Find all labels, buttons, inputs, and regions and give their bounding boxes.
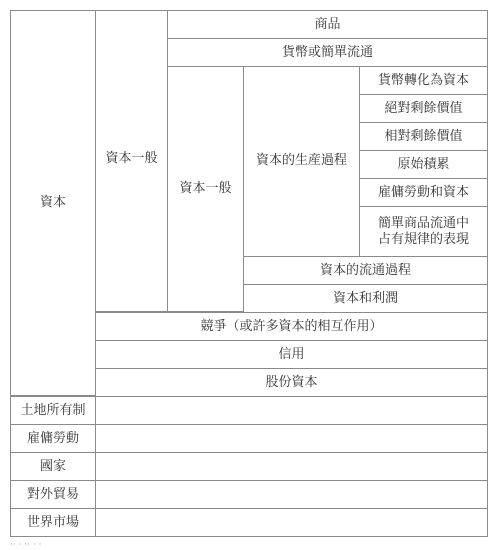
row-state-label: 國家	[39, 458, 66, 474]
production-item-label: 貨幣轉化為資本	[377, 72, 469, 88]
row-wage-labour-empty	[95, 424, 488, 453]
row-commodity	[167, 10, 488, 39]
production-item	[359, 122, 488, 151]
row-world-market	[10, 508, 96, 537]
capital-label: 資本	[39, 195, 66, 210]
production-item	[359, 178, 488, 207]
row-share-capital	[95, 368, 488, 397]
row-foreign-trade	[10, 480, 96, 509]
row-circulation-process	[243, 256, 488, 285]
production-item-label: 雇傭勞動和資本	[377, 184, 469, 200]
capital-general-outer-cell	[95, 10, 168, 312]
row-competition	[95, 312, 488, 341]
capital-general-inner-label: 資本一般	[179, 181, 232, 196]
row-landed-property-label: 土地所有制	[20, 402, 86, 418]
production-process-cell	[243, 66, 360, 257]
production-item	[359, 150, 488, 179]
footer-caption: ·· · ·· · ·	[10, 540, 42, 550]
production-item-label: 相對剩餘價值	[384, 128, 463, 144]
row-competition-label: 競爭（或許多資本的相互作用）	[200, 318, 383, 334]
production-item-label: 簡單商品流通中 占有規律的表現	[377, 215, 469, 247]
row-landed-property	[10, 396, 96, 425]
row-circulation-process-label: 資本的流通過程	[319, 262, 411, 278]
row-credit-label: 信用	[278, 346, 305, 362]
row-money-circulation-label: 貨幣或簡單流通	[281, 44, 373, 60]
capital-general-inner-cell	[167, 66, 244, 312]
production-item	[359, 206, 488, 257]
row-share-capital-label: 股份資本	[265, 374, 318, 390]
row-money-circulation	[167, 38, 488, 67]
row-credit	[95, 340, 488, 369]
row-capital-profit-label: 資本和利潤	[332, 290, 398, 306]
row-foreign-trade-empty	[95, 480, 488, 509]
row-capital-profit	[243, 284, 488, 313]
row-state-empty	[95, 452, 488, 481]
row-foreign-trade-label: 對外貿易	[26, 486, 79, 502]
row-landed-property-empty	[95, 396, 488, 425]
production-process-label: 資本的生産過程	[255, 153, 347, 168]
production-item	[359, 66, 488, 95]
row-wage-labour	[10, 424, 96, 453]
row-wage-labour-label: 雇傭勞動	[26, 430, 79, 446]
production-item-label: 原始積累	[397, 156, 450, 172]
production-item-label: 絕對剩餘價值	[384, 100, 463, 116]
production-item	[359, 94, 488, 123]
row-world-market-label: 世界市場	[26, 514, 79, 530]
capital-cell	[10, 10, 96, 396]
row-state	[10, 452, 96, 481]
row-world-market-empty	[95, 508, 488, 537]
capital-general-outer-label: 資本一般	[105, 151, 158, 166]
row-commodity-label: 商品	[314, 16, 341, 32]
